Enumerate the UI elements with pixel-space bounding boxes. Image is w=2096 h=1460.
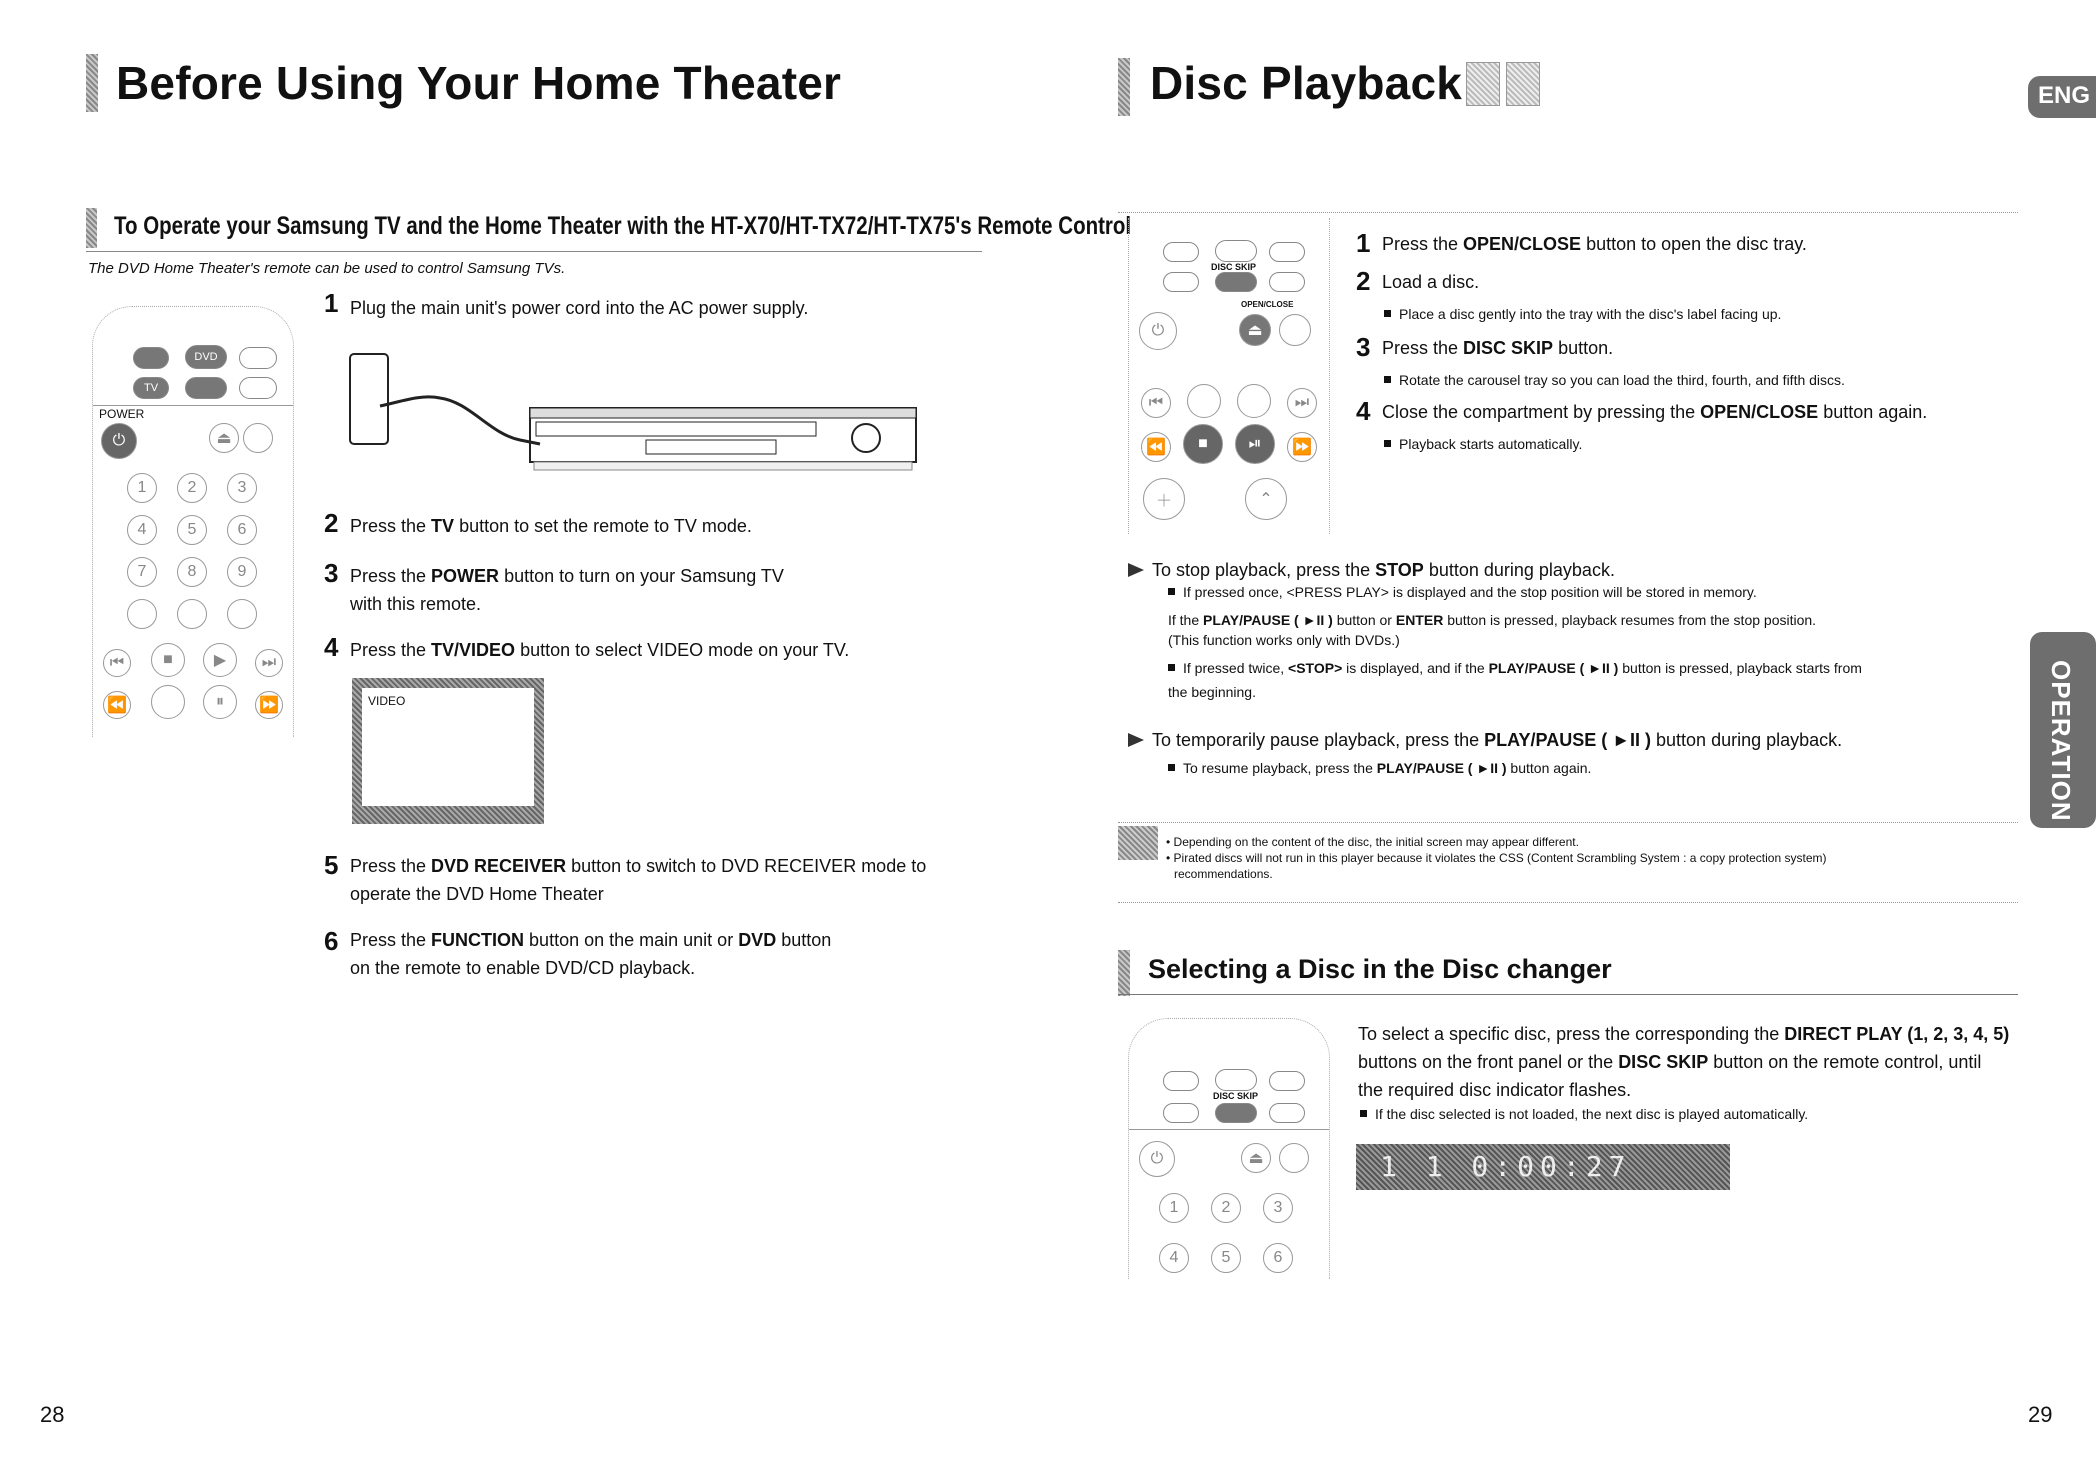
disc-tray: [536, 422, 816, 436]
stop-bullet-1-cont: If the PLAY/PAUSE ( ►II ) button or ENTER button is pressed, playback resumes from the stop position.: [1168, 612, 1817, 628]
disc-skip-label: DISC SKIP: [1213, 1091, 1259, 1101]
section-marker: [1118, 950, 1130, 996]
stop-bullet-2: If pressed twice, <STOP> is displayed, and if the PLAY/PAUSE ( ►II ) button is pressed, playback starts from: [1168, 658, 1862, 678]
tv-illustration: [352, 678, 544, 824]
remote-tv-button: TV: [133, 377, 169, 399]
step-number: 3: [324, 558, 339, 588]
step-number: 2: [324, 508, 339, 538]
remote-round-button: [177, 599, 207, 629]
select-disc-text: To select a specific disc, press the corresponding the DIRECT PLAY (1, 2, 3, 4, 5) buttons on the front panel or the DISC SKIP button on the remote control, until the required disc indicator flashes.: [1358, 1024, 2010, 1100]
remote-dvd-button: DVD: [185, 345, 227, 369]
step-number: 1: [324, 288, 339, 318]
operation-tab: [2030, 632, 2096, 828]
remote-illustration: [1128, 1018, 1330, 1279]
remote-tuner-button: [1269, 1071, 1305, 1091]
remote-round-button: [127, 599, 157, 629]
volume-icon: ＋: [1143, 478, 1185, 520]
tv-screen: [362, 688, 534, 806]
play-pause-icon: ⏯: [1235, 424, 1275, 464]
section-divider: [86, 251, 982, 252]
remote-num-button: 2: [177, 473, 207, 503]
remote-num-button: 6: [227, 515, 257, 545]
remote-aux-button: [1269, 272, 1305, 292]
remote-skip-forward-icon: ⏭: [255, 649, 283, 677]
disc-skip-button: [1215, 272, 1257, 292]
remote-num-button: 8: [177, 557, 207, 587]
pause-tip: To temporarily pause playback, press the PLAY/PAUSE ( ►II ) button during playback.: [1128, 726, 1842, 754]
remote-play-icon: ▶: [203, 643, 237, 677]
notes-bottom-rule: [1118, 902, 2018, 903]
remote-round-button: [1187, 384, 1221, 418]
remote-num-button: 4: [127, 515, 157, 545]
power-icon: ⏻: [1139, 312, 1177, 350]
section-divider: [1118, 212, 2018, 213]
section2-title: Selecting a Disc in the Disc changer: [1148, 954, 1612, 984]
power-cord: [380, 397, 540, 444]
remote-fast-forward-icon: ⏩: [255, 691, 283, 719]
unit-top: [530, 408, 916, 418]
remote-skip-forward-icon: ⏭: [1287, 388, 1317, 418]
remote-illustration: [92, 306, 294, 737]
dvd-disc-icon: [1466, 62, 1500, 106]
remote-skip-back-icon: ⏮: [1141, 388, 1171, 418]
display-window: [646, 440, 776, 454]
step-text: Press the FUNCTION button on the main unit or DVD button on the remote to enable DVD/CD playback.: [350, 930, 832, 978]
remote-dvd-button: [1215, 1069, 1257, 1091]
remote-receiver-button: [185, 377, 227, 399]
remote-num-button: 4: [1159, 1243, 1189, 1273]
power-icon: ⏻: [101, 423, 137, 459]
remote-num-button: 9: [227, 557, 257, 587]
remote-num-button: 3: [227, 473, 257, 503]
remote-num-button: 3: [1263, 1193, 1293, 1223]
title-marker: [1118, 58, 1130, 116]
right-page-title: Disc Playback: [1150, 57, 1463, 109]
remote-tv-button: [1163, 1103, 1199, 1123]
tuning-up-icon: ⌃: [1245, 478, 1287, 520]
title-marker: [86, 54, 98, 112]
remote-round-button: [243, 423, 273, 453]
stop-icon: ■: [1183, 424, 1223, 464]
tip-arrow-icon: [1128, 733, 1144, 747]
front-display: [1356, 1144, 1730, 1190]
disc-skip-button: [1215, 1103, 1257, 1123]
left-section-title: To Operate your Samsung TV and the Home Theater with the HT-X70/HT-TX72/HT-TX75's Remote Control: [114, 212, 1132, 240]
step-text: Press the TV/VIDEO button to select VIDEO mode on your TV.: [350, 640, 850, 660]
remote-tuner-button: [1269, 242, 1305, 262]
language-tab-label: ENG: [2038, 82, 2091, 109]
remote-pause-icon: ⏸: [203, 685, 237, 719]
remote-num-button: 1: [127, 473, 157, 503]
remote-dvd-receiver-button: [133, 347, 169, 369]
remote-num-button: 5: [1211, 1243, 1241, 1273]
left-page-title: Before Using Your Home Theater: [116, 57, 842, 109]
remote-eject-icon: ⏏: [209, 423, 239, 453]
open-close-eject-icon: ⏏: [1239, 314, 1271, 346]
pause-bullet: To resume playback, press the PLAY/PAUSE ( ►II ) button again.: [1168, 758, 1591, 778]
step-number: 1: [1356, 228, 1371, 258]
step-text: Press the OPEN/CLOSE button to open the disc tray.: [1382, 234, 1807, 254]
remote-round-button: [1237, 384, 1271, 418]
step-number: 5: [324, 850, 339, 880]
step-text: Plug the main unit's power cord into the AC power supply.: [350, 298, 809, 318]
remote-num-button: 2: [1211, 1193, 1241, 1223]
step-text: Press the DVD RECEIVER button to switch to DVD RECEIVER mode to operate the DVD Home Theater: [350, 856, 927, 904]
remote-tv-button: [1163, 272, 1199, 292]
wall-outlet: [350, 354, 388, 444]
remote-eject-icon: ⏏: [1241, 1143, 1271, 1173]
note-line: • Pirated discs will not run in this player because it violates the CSS (Content Scrambling System : a copy protection system): [1166, 851, 1827, 865]
remote-round-button: [1279, 314, 1311, 346]
remote-divider: [1129, 1129, 1329, 1130]
step-number: 4: [324, 632, 339, 662]
display-readout: 1 1 0:00:27: [1380, 1150, 1632, 1183]
tv-screen-label: VIDEO: [368, 694, 406, 708]
remote-rewind-icon: ⏪: [103, 691, 131, 719]
operation-tab-label: OPERATION: [2046, 660, 2076, 822]
select-disc-note: If the disc selected is not loaded, the next disc is played automatically.: [1360, 1104, 1808, 1124]
main-unit-illustration: [340, 334, 920, 484]
remote-round-button: [227, 599, 257, 629]
disc-skip-label: DISC SKIP: [1211, 262, 1257, 272]
step-number: 2: [1356, 266, 1371, 296]
remote-num-button: 7: [127, 557, 157, 587]
remote-tuner-button: [239, 347, 277, 369]
remote-illustration: [1128, 218, 1330, 534]
note-line: recommendations.: [1174, 867, 1273, 881]
step-text: Close the compartment by pressing the OPEN/CLOSE button again.: [1382, 402, 1928, 422]
remote-aux-button: [1269, 1103, 1305, 1123]
remote-dvd-button: [1215, 240, 1257, 262]
step-note: Place a disc gently into the tray with the disc's label facing up.: [1384, 304, 1781, 324]
section-marker: [86, 208, 97, 248]
remote-round-button: [1279, 1143, 1309, 1173]
stop-bullet-2-cont: the beginning.: [1168, 684, 1256, 700]
step-note: Rotate the carousel tray so you can load the third, fourth, and fifth discs.: [1384, 370, 1845, 390]
step-number: 3: [1356, 332, 1371, 362]
page-number-left: 28: [40, 1402, 65, 1427]
step-number: 6: [324, 926, 339, 956]
stop-bullet-1-note: (This function works only with DVDs.): [1168, 632, 1400, 648]
remote-skip-back-icon: ⏮: [103, 649, 131, 677]
volume-knob: [852, 424, 880, 452]
language-tab: [2028, 76, 2096, 118]
remote-num-button: 1: [1159, 1193, 1189, 1223]
remote-num-button: 6: [1263, 1243, 1293, 1273]
remote-num-button: 5: [177, 515, 207, 545]
step-text: Press the DISC SKIP button.: [1382, 338, 1614, 358]
cd-disc-icon: [1506, 62, 1540, 106]
step-text: Press the POWER button to turn on your Samsung TV with this remote.: [350, 566, 784, 614]
remote-fast-forward-icon: ⏩: [1287, 432, 1317, 462]
stop-bullet-1: If pressed once, <PRESS PLAY> is displayed and the stop position will be stored in memory.: [1168, 582, 1757, 602]
tip-arrow-icon: [1128, 563, 1144, 577]
open-close-label: OPEN/CLOSE: [1241, 300, 1294, 309]
notes-top-rule: [1118, 822, 2018, 823]
stop-tip: To stop playback, press the STOP button during playback.: [1128, 556, 1615, 584]
step-text: Load a disc.: [1382, 272, 1480, 292]
notes-text: [1166, 834, 1827, 882]
section-divider: [1118, 994, 2018, 995]
step-text: Press the TV button to set the remote to TV mode.: [350, 516, 752, 536]
remote-aux-button: [239, 377, 277, 399]
note-icon: [1118, 826, 1158, 860]
note-line: • Depending on the content of the disc, the initial screen may appear different.: [1166, 835, 1579, 849]
remote-round-button: [151, 685, 185, 719]
remote-rewind-icon: ⏪: [1141, 432, 1171, 462]
remote-stop-icon: ■: [151, 643, 185, 677]
left-intro: The DVD Home Theater's remote can be used to control Samsung TVs.: [88, 260, 566, 277]
remote-dvd-receiver-button: [1163, 242, 1199, 262]
remote-power-label: POWER: [99, 407, 145, 421]
remote-dvd-receiver-button: [1163, 1071, 1199, 1091]
step-note: Playback starts automatically.: [1384, 434, 1582, 454]
step-number: 4: [1356, 396, 1371, 426]
page-number-right: 29: [2028, 1402, 2053, 1427]
unit-base: [534, 462, 912, 470]
power-icon: ⏻: [1139, 1141, 1175, 1177]
remote-divider: [93, 405, 293, 406]
